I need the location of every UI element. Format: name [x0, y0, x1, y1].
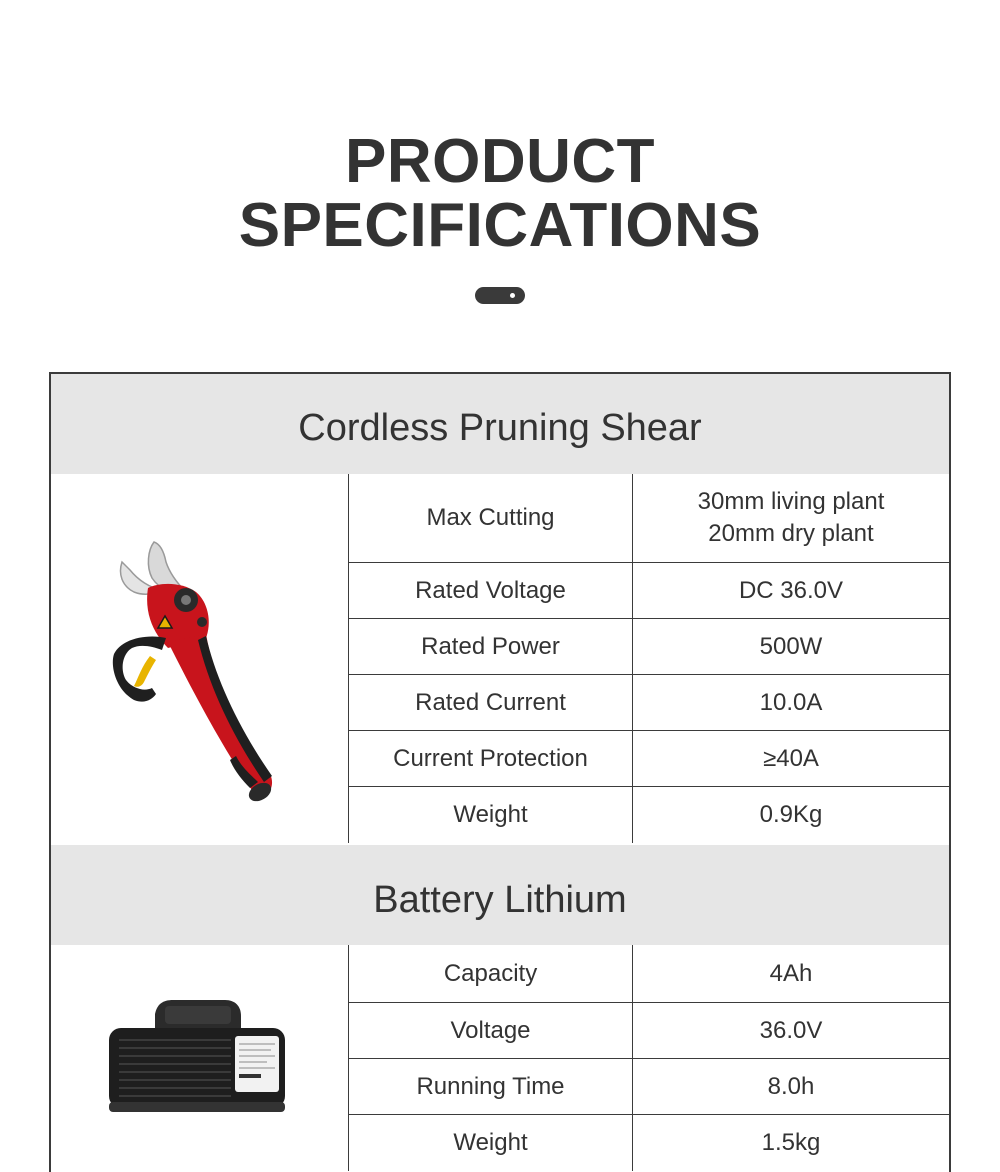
section-title-battery: Battery Lithium [373, 879, 627, 921]
table-row [348, 675, 949, 731]
table-row [348, 1003, 949, 1059]
spec-value-line: 20mm dry plant [708, 520, 874, 547]
spec-value: 10.0A [759, 688, 823, 716]
spec-label: Current Protection [348, 731, 633, 786]
table-row [348, 1059, 949, 1115]
page-title-line-2: SPECIFICATIONS [238, 191, 762, 260]
spec-label: Running Time [348, 1059, 633, 1114]
pill-dot-icon [475, 287, 525, 304]
section-header-pruning-shear: Cordless Pruning Shear [51, 374, 949, 474]
spec-table-pruning-shear [348, 474, 949, 843]
spec-value: DC 36.0V [738, 576, 844, 604]
spec-label: Rated Voltage [348, 563, 633, 618]
table-row [348, 787, 949, 843]
table-row [348, 474, 949, 563]
spec-value: 4Ah [769, 959, 813, 987]
spec-label: Rated Power [348, 619, 633, 674]
spec-value: ≥40A [763, 744, 819, 772]
table-row [348, 945, 949, 1003]
table-row [348, 731, 949, 787]
table-row [348, 619, 949, 675]
spec-value: 0.9Kg [759, 801, 823, 828]
spec-label: Weight [348, 787, 633, 843]
section-header-battery [51, 845, 949, 945]
spec-value: 36.0V [759, 1016, 823, 1044]
spec-value: 8.0h [767, 1072, 815, 1100]
spec-value: 1.5kg [761, 1129, 821, 1156]
spec-label: Max Cutting [348, 474, 633, 562]
pill-dot [510, 293, 515, 298]
spec-value [633, 474, 949, 562]
table-row [348, 1115, 949, 1171]
page-title-line-1: PRODUCT [344, 127, 656, 196]
spec-label: Voltage [348, 1003, 633, 1058]
pruning-shear-image [108, 530, 288, 810]
spec-value-line: 30mm living plant [697, 488, 885, 515]
battery-pack-image [105, 998, 290, 1118]
table-row [348, 563, 949, 619]
spec-value: 500W [759, 632, 823, 660]
spec-label: Capacity [348, 945, 633, 1002]
spec-label: Weight [348, 1115, 633, 1171]
spec-table-battery [348, 945, 949, 1171]
spec-label: Rated Current [348, 675, 633, 730]
